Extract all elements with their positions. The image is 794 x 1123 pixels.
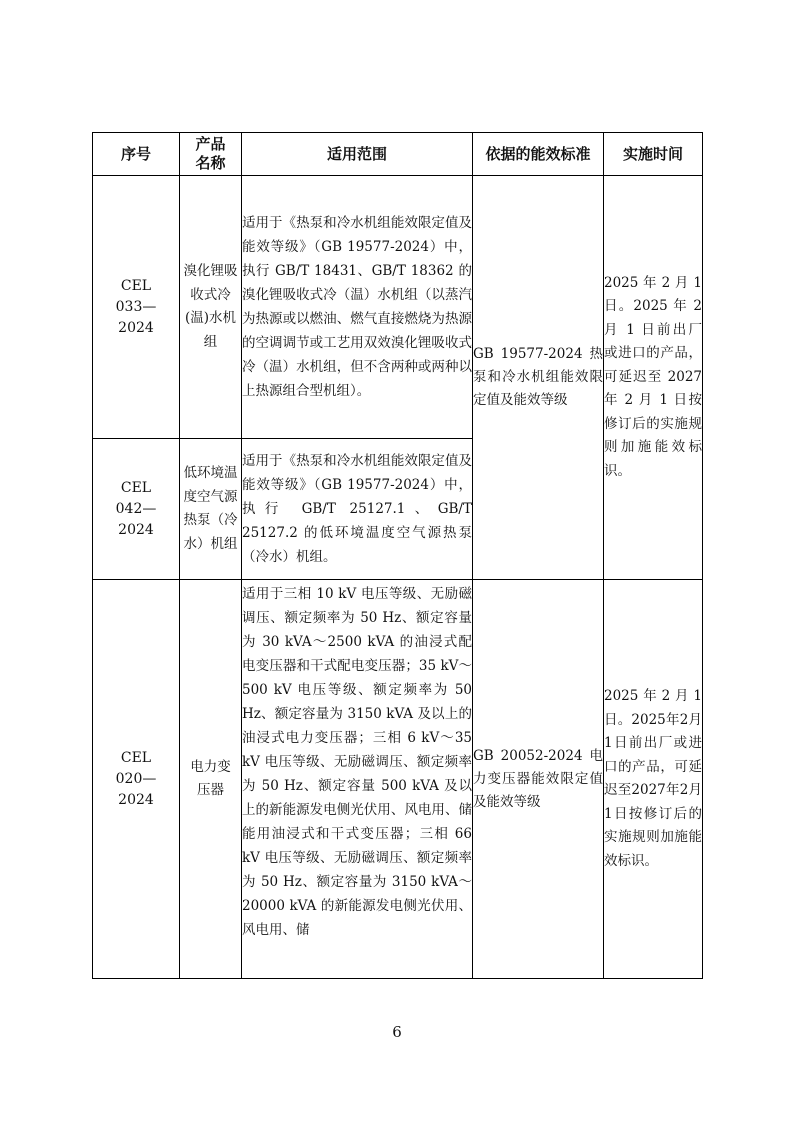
row-scope: 适用于《热泵和冷水机组能效限定值及能效等级》（GB 19577-2024）中，执行 GB/T 25127.1、GB/T 25127.2 的低环境温度空气源热泵（冷水）机组。 [242, 439, 473, 580]
table-row [93, 580, 703, 979]
header-serial: 序号 [93, 133, 180, 176]
table-row [93, 176, 703, 439]
page-number: 6 [392, 1023, 402, 1041]
row-product-name: 电力变压器 [180, 580, 242, 979]
energy-label-table [92, 132, 703, 979]
header-product-name: 产品名称 [180, 133, 242, 176]
row-date: 2025年2月1日。2025年2月1日前出厂或进口的产品，可延迟至2027年2月1日按修订后的实施规则加施能效标识。 [604, 580, 703, 979]
row-scope: 适用于《热泵和冷水机组能效限定值及能效等级》（GB 19577-2024）中，执行 GB/T 18431、GB/T 18362 的溴化锂吸收式冷（温）水机组（以蒸汽为热源或以燃油、燃气直接燃烧为热源的空调调节或工艺用双效溴化锂吸收式冷（温）水机组，但不含两种或两种以上热源组合型机组）。 [242, 176, 473, 439]
table-header-row [93, 133, 703, 176]
row-product-name: 溴化锂吸收式冷(温)水机组 [180, 176, 242, 439]
row-id: CEL 020—2024 [93, 580, 180, 979]
row-standard: GB 19577-2024 热泵和冷水机组能效限定值及能效等级 [473, 176, 604, 580]
row-id: CEL 033—2024 [93, 176, 180, 439]
row-date: 2025 年 2 月 1 日。2025 年 2 月 1 日前出厂或进口的产品，可延迟至 2027 年 2 月 1 日按修订后的实施规则加施能效标识。 [604, 176, 703, 580]
row-standard: GB 20052-2024 电力变压器能效限定值及能效等级 [473, 580, 604, 979]
row-product-name: 低环境温度空气源热泵（冷水）机组 [180, 439, 242, 580]
header-date: 实施时间 [604, 133, 703, 176]
row-scope: 适用于三相 10 kV 电压等级、无励磁调压、额定频率为 50 Hz、额定容量为 30 kVA～2500 kVA 的油浸式配电变压器和干式配电变压器；35 kV～500 kV 电压等级、额定频率为 50 Hz、额定容量为 3150 kVA 及以上的油浸式电力变压器；三相 6 kV～35 kV 电压等级、无励磁调压、额定频率为 50 Hz、额定容量 500 kVA 及以上的新能源发电侧光伏用、风电用、储能用油浸式和干式变压器；三相 66 kV 电压等级、无励磁调压、额定频率为 50 Hz、额定容量为 3150 kVA～20000 kVA 的新能源发电侧光伏用、风电用、储 [242, 580, 473, 979]
header-scope: 适用范围 [242, 133, 473, 176]
header-standard: 依据的能效标准 [473, 133, 604, 176]
row-id: CEL 042—2024 [93, 439, 180, 580]
